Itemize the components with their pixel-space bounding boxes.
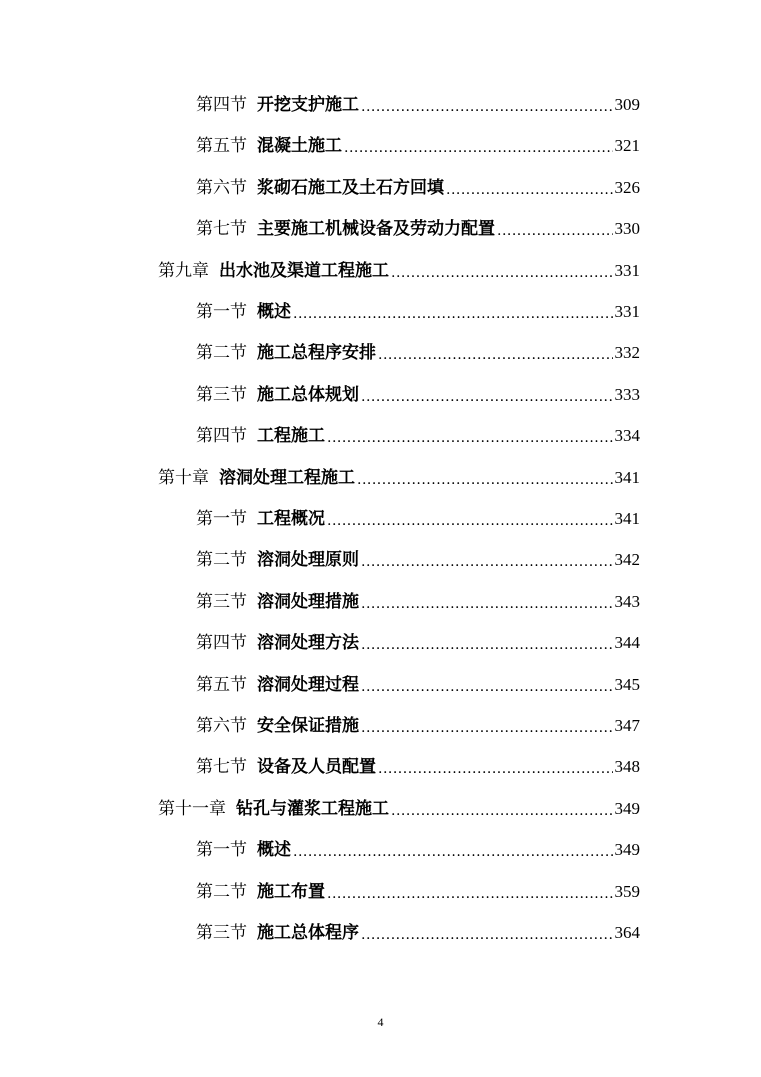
toc-entry[interactable] — [196, 626, 640, 654]
toc-entry-title: 混凝土施工 — [257, 136, 342, 157]
toc-entry[interactable] — [196, 502, 640, 530]
toc-entry-page: 331 — [614, 302, 640, 321]
toc-entry-title: 施工总程序安排 — [257, 343, 376, 364]
toc-entry-title: 概述 — [257, 302, 291, 322]
toc-entry[interactable] — [196, 88, 640, 116]
toc-entry[interactable] — [196, 171, 640, 199]
dot-leader — [361, 98, 613, 116]
toc-entry-label: 第七节 — [196, 757, 247, 778]
toc-entry-page: 347 — [614, 716, 640, 735]
dot-leader — [327, 885, 613, 903]
toc-entry-title: 设备及人员配置 — [257, 757, 376, 778]
dot-leader — [361, 636, 613, 654]
toc-entry[interactable] — [196, 750, 640, 778]
toc-entry-title: 概述 — [257, 840, 291, 861]
toc-entry-label: 第十章 — [158, 467, 209, 488]
toc-entry-title: 钻孔与灌浆工程施工 — [236, 798, 389, 819]
toc-entry-title: 溶洞处理原则 — [257, 550, 359, 571]
toc-entry[interactable] — [196, 212, 640, 240]
toc-entry-title: 出水池及渠道工程施工 — [219, 260, 389, 281]
dot-leader — [378, 760, 613, 778]
toc-entry[interactable] — [196, 668, 640, 696]
toc-entry-page: 342 — [614, 550, 640, 570]
toc-entry-label: 第三节 — [196, 923, 247, 943]
toc-entry-title: 工程概况 — [257, 509, 325, 529]
toc-entry-page: 341 — [614, 467, 640, 487]
dot-leader — [327, 512, 613, 530]
toc-entry-page: 359 — [614, 881, 640, 901]
toc-entry-page: 309 — [614, 95, 640, 114]
toc-entry-page: 344 — [614, 633, 640, 653]
toc-entry[interactable] — [196, 585, 640, 613]
toc-entry-page: 348 — [614, 757, 640, 777]
toc-entry[interactable] — [196, 875, 640, 903]
toc-entry-label: 第四节 — [196, 95, 247, 115]
toc-entry-page: 321 — [614, 136, 640, 156]
dot-leader — [361, 595, 613, 613]
toc-entry-label: 第六节 — [196, 177, 247, 198]
toc-entry-label: 第五节 — [196, 674, 247, 695]
dot-leader — [497, 222, 613, 240]
toc-entry-label: 第五节 — [196, 136, 247, 157]
toc-entry-title: 施工总体程序 — [257, 923, 359, 943]
toc-entry-label: 第四节 — [196, 426, 247, 447]
toc-entry-label: 第三节 — [196, 384, 247, 405]
toc-entry-label: 第二节 — [196, 343, 247, 364]
toc-entry[interactable] — [196, 295, 640, 323]
toc-entry-page: 330 — [614, 219, 640, 239]
toc-entry[interactable] — [196, 833, 640, 861]
toc-entry-page: 345 — [614, 674, 640, 694]
toc-entry-page: 331 — [614, 260, 640, 280]
dot-leader — [361, 719, 613, 737]
toc-entry-label: 第七节 — [196, 219, 247, 240]
page-number: 4 — [377, 1015, 384, 1029]
toc-entry-label: 第一节 — [196, 840, 247, 861]
toc-entry-page: 334 — [614, 426, 640, 446]
toc-entry[interactable] — [196, 378, 640, 406]
toc-entry-label: 第九章 — [158, 260, 209, 281]
toc-entry[interactable] — [196, 336, 640, 364]
toc-entry-title: 溶洞处理措施 — [257, 591, 359, 612]
toc-entry-title: 安全保证措施 — [257, 716, 359, 736]
dot-leader — [391, 802, 613, 820]
dot-leader — [391, 264, 613, 282]
toc-entry-label: 第四节 — [196, 633, 247, 654]
toc-entry[interactable] — [196, 543, 640, 571]
toc-chapter-entry[interactable] — [158, 461, 640, 489]
toc-entry-label: 第三节 — [196, 591, 247, 612]
dot-leader — [378, 346, 613, 364]
toc-entry-label: 第一节 — [196, 302, 247, 322]
toc-entry[interactable] — [196, 916, 640, 944]
toc-entry-label: 第一节 — [196, 509, 247, 529]
dot-leader — [361, 926, 613, 944]
toc-entry-label: 第六节 — [196, 716, 247, 736]
toc-entry[interactable] — [196, 129, 640, 157]
toc-entry-title: 工程施工 — [257, 426, 325, 447]
toc-entry-title: 施工总体规划 — [257, 384, 359, 405]
toc-entry-page: 343 — [614, 591, 640, 611]
toc-entry-page: 332 — [614, 343, 640, 363]
toc-entry-label: 第二节 — [196, 881, 247, 902]
dot-leader — [293, 843, 613, 861]
toc-entry-title: 溶洞处理工程施工 — [219, 467, 355, 488]
toc-entry-label: 第二节 — [196, 550, 247, 571]
toc-entry[interactable] — [196, 709, 640, 737]
dot-leader — [361, 678, 613, 696]
toc-entry-page: 364 — [614, 923, 640, 942]
toc-entry-title: 主要施工机械设备及劳动力配置 — [257, 219, 495, 240]
toc-entry-title: 开挖支护施工 — [257, 95, 359, 115]
dot-leader — [361, 553, 613, 571]
toc-entry-title: 施工布置 — [257, 881, 325, 902]
toc-entry-page: 349 — [614, 798, 640, 818]
toc-entry-page: 333 — [614, 384, 640, 404]
toc-entry[interactable] — [196, 419, 640, 447]
toc-chapter-entry[interactable] — [158, 254, 640, 282]
toc-entry-page: 349 — [614, 840, 640, 860]
toc-entry-page: 326 — [614, 177, 640, 197]
dot-leader — [361, 388, 613, 406]
dot-leader — [327, 429, 613, 447]
toc-entry-label: 第十一章 — [158, 798, 226, 819]
toc-entry-title: 溶洞处理方法 — [257, 633, 359, 654]
dot-leader — [293, 305, 613, 323]
toc-entry-page: 341 — [614, 509, 640, 528]
dot-leader — [357, 471, 613, 489]
toc-entry-title: 浆砌石施工及土石方回填 — [257, 177, 444, 198]
dot-leader — [344, 139, 613, 157]
toc-entry-title: 溶洞处理过程 — [257, 674, 359, 695]
dot-leader — [446, 181, 613, 199]
toc-chapter-entry[interactable] — [158, 792, 640, 820]
